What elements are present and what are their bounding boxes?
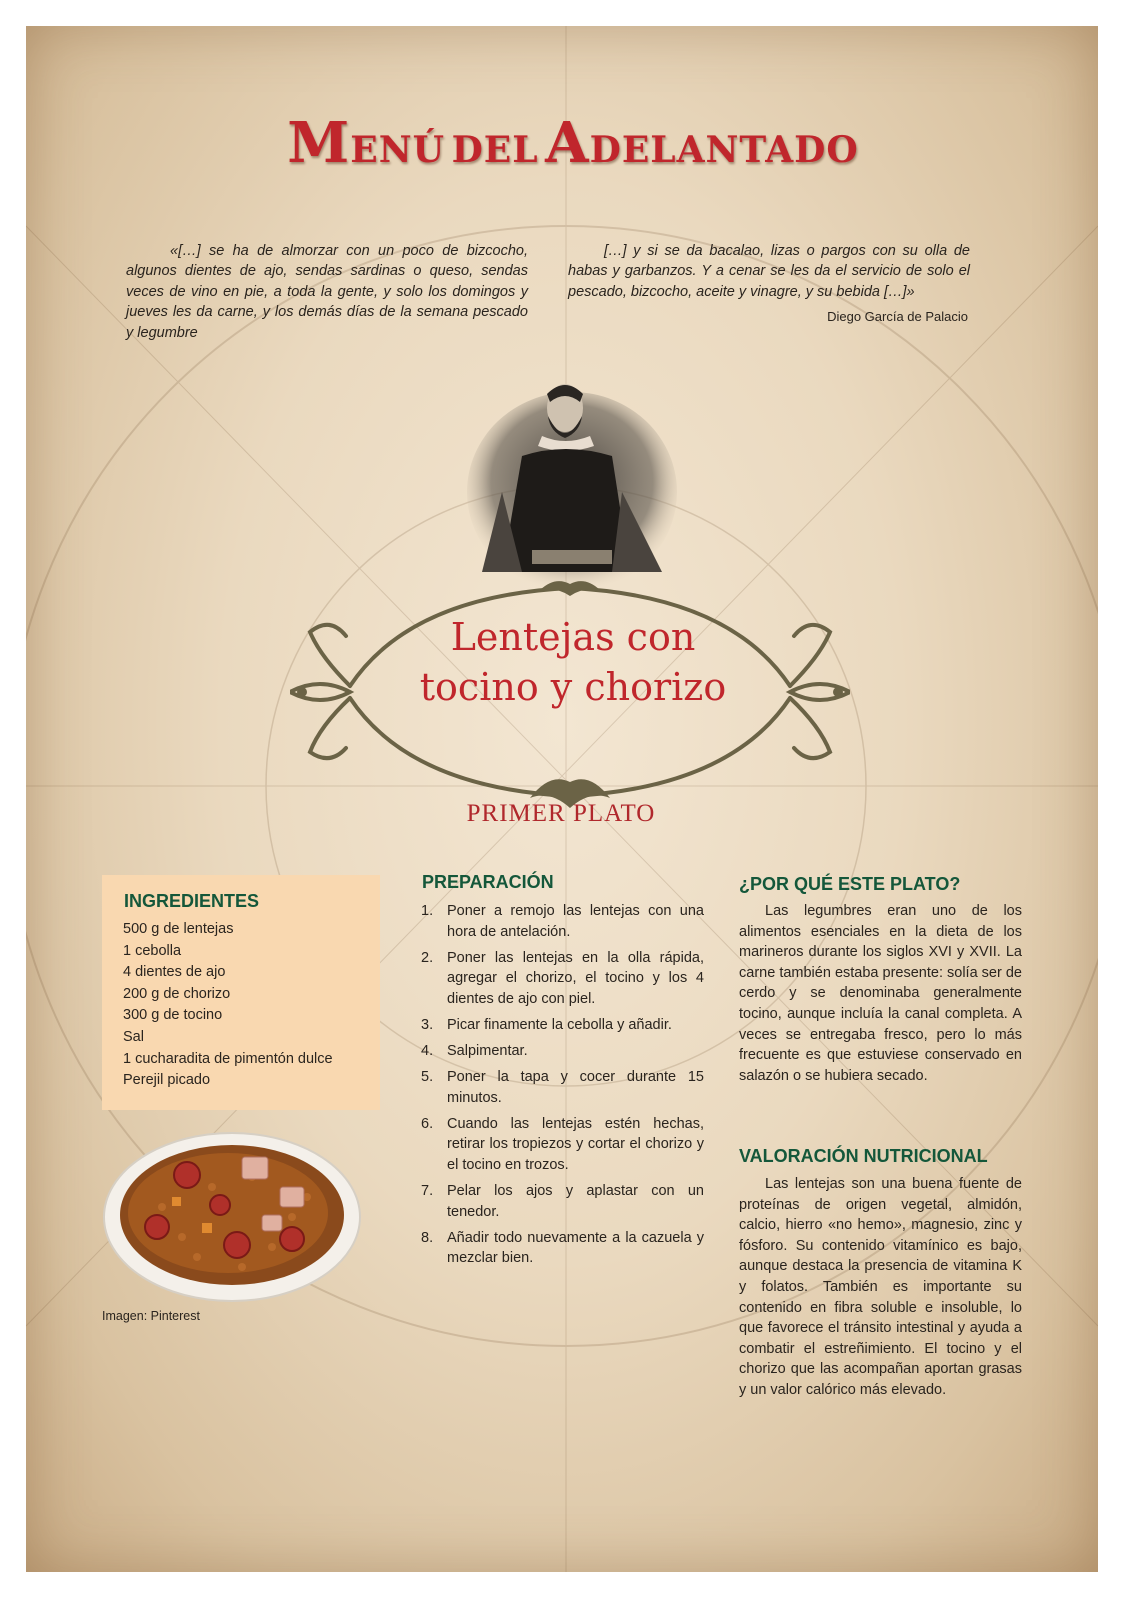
lentil-dish-photo (102, 1127, 362, 1302)
list-item: Perejil picado (123, 1072, 211, 1089)
ingredients-heading: INGREDIENTES (124, 891, 260, 911)
page-title: MENÚ DEL ADELANTADO (287, 110, 859, 176)
list-item: 1 cebolla (123, 942, 182, 959)
ingredients-box (102, 875, 380, 1110)
nutrition-heading: VALORACIÓN NUTRICIONAL (739, 1146, 988, 1166)
image-caption: Imagen: Pinterest (102, 1309, 200, 1323)
quote-left: «[…] se ha de almorzar con un poco de bizcocho, algunos dientes de ajo, sendas sardinas o queso, sendas veces de vino en pie, a toda la gente, y solo los domingos y jueves les da carne, y los demás días de la semana pescado y legumbre (126, 242, 528, 341)
course-label: PRIMER PLATO (466, 800, 656, 827)
list-item: 8. Añadir todo nuevamente a la cazuela y mezclar bien. (421, 1229, 704, 1267)
list-item: 5. Poner la tapa y cocer durante 15 minutos. (421, 1069, 704, 1106)
list-item: 7. Pelar los ajos y aplastar con un tenedor. (421, 1183, 704, 1220)
portrait-engraving-image (462, 372, 682, 590)
list-item: 300 g de tocino (123, 1007, 223, 1024)
list-item: 3. Picar finamente la cebolla y añadir. (421, 1016, 672, 1033)
list-item: 6. Cuando las lentejas estén hechas, retirar los tropiezos y cortar el chorizo y el tocino en trozos. (421, 1115, 704, 1174)
list-item: 1 cucharadita de pimentón dulce (123, 1050, 333, 1067)
why-text: Las legumbres eran uno de los alimentos esenciales en la dieta de los marineros durante los siglos XVI y XVII. La carne también estaba presente: solía ser de cerdo y se denominaba generalmente tocino, aunque incluía la canal completa. A veces se entregaba fresco, pero lo más frecuente es que estuviese conservado en salazón o se hubiera secado. (739, 903, 1022, 1084)
list-item: 2. Poner las lentejas en la olla rápida, agregar el chorizo, el tocino y los 4 dientes de ajo con piel. (421, 949, 704, 1007)
list-item: 200 g de chorizo (123, 985, 231, 1002)
quote-right: […] y si se da bacalao, lizas o pargos con su olla de habas y garbanzos. Y a cenar se les da el servicio de solo el pescado, bizcocho, aceite y vinagre, y su bebida […]» (568, 242, 970, 300)
list-item: Sal (123, 1028, 144, 1045)
list-item: 4. Salpimentar. (421, 1043, 528, 1060)
ingredients-list (123, 919, 333, 1092)
list-item: 500 g de lentejas (123, 921, 234, 937)
dish-title: Lentejas con tocino y chorizo (419, 615, 727, 709)
preparation-steps (421, 901, 704, 1275)
why-heading: ¿POR QUÉ ESTE PLATO? (739, 874, 961, 894)
list-item: 1. Poner a remojo las lentejas con una hora de antelación. (421, 903, 704, 940)
preparation-heading: PREPARACIÓN (422, 872, 554, 892)
list-item: 4 dientes de ajo (123, 964, 226, 981)
nutrition-text: Las lentejas son una buena fuente de proteínas de origen vegetal, almidón, calcio, hierro «no hemo», magnesio, zinc y fósforo. Su contenido vitamínico es bajo, aunque destaca la presencia de vitamina K y folatos. También es importante su contenido en fibra soluble e insoluble, lo que favorece el tránsito intestinal y ayuda a combatir el estreñimiento. El tocino y el chorizo que las acompañan aportan grasas y un valor calórico más elevado. (739, 1176, 1022, 1398)
quote-author: Diego García de Palacio (827, 309, 968, 324)
